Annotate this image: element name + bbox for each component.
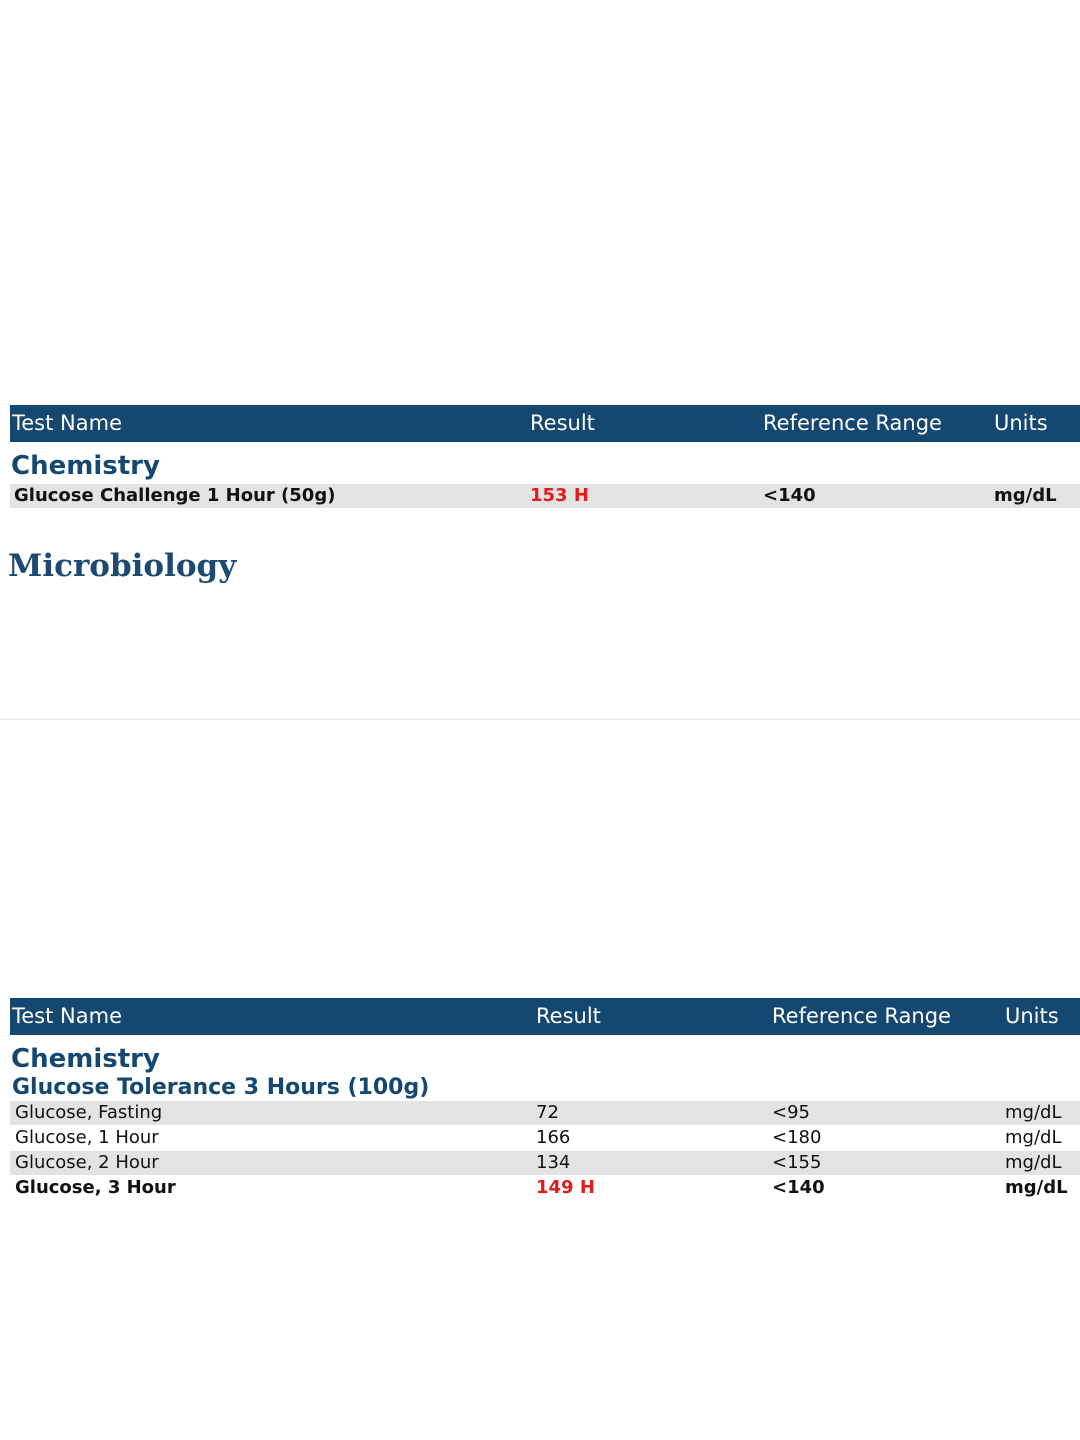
header-reference-range: Reference Range bbox=[772, 1004, 951, 1028]
reference-range: <155 bbox=[772, 1152, 822, 1173]
section-title: Chemistry bbox=[11, 1044, 160, 1074]
units: mg/dL bbox=[1005, 1152, 1062, 1173]
microbiology-heading: Microbiology bbox=[8, 548, 237, 584]
table-row bbox=[10, 1126, 1080, 1150]
table-header bbox=[10, 405, 1080, 442]
header-units: Units bbox=[1005, 1004, 1059, 1028]
page-divider bbox=[0, 718, 1080, 720]
table-row bbox=[10, 1176, 1080, 1200]
units: mg/dL bbox=[994, 485, 1057, 506]
units: mg/dL bbox=[1005, 1177, 1068, 1198]
result-value: 166 bbox=[536, 1127, 571, 1148]
panel-title: Glucose Tolerance 3 Hours (100g) bbox=[12, 1075, 430, 1100]
test-name: Glucose, Fasting bbox=[15, 1102, 163, 1123]
test-name: Glucose, 1 Hour bbox=[15, 1127, 159, 1148]
units: mg/dL bbox=[1005, 1127, 1062, 1148]
chemistry-report-2 bbox=[10, 998, 1080, 1198]
result-value: 134 bbox=[536, 1152, 571, 1173]
header-units: Units bbox=[994, 411, 1048, 435]
units: mg/dL bbox=[1005, 1102, 1062, 1123]
result-value: 149 H bbox=[536, 1177, 595, 1198]
table-row bbox=[10, 1101, 1080, 1125]
chemistry-report-1 bbox=[10, 405, 1080, 506]
section-title: Chemistry bbox=[11, 451, 160, 481]
test-name: Glucose, 3 Hour bbox=[15, 1177, 176, 1198]
result-value: 72 bbox=[536, 1102, 559, 1123]
reference-range: <140 bbox=[772, 1177, 825, 1198]
header-test-name: Test Name bbox=[12, 1004, 122, 1028]
header-result: Result bbox=[530, 411, 595, 435]
test-name: Glucose, 2 Hour bbox=[15, 1152, 159, 1173]
header-test-name: Test Name bbox=[12, 411, 122, 435]
table-row bbox=[10, 484, 1080, 508]
table-header bbox=[10, 998, 1080, 1035]
header-result: Result bbox=[536, 1004, 601, 1028]
test-name: Glucose Challenge 1 Hour (50g) bbox=[14, 485, 336, 506]
result-value: 153 H bbox=[530, 485, 589, 506]
reference-range: <95 bbox=[772, 1102, 810, 1123]
table-row bbox=[10, 1151, 1080, 1175]
reference-range: <180 bbox=[772, 1127, 822, 1148]
reference-range: <140 bbox=[763, 485, 816, 506]
header-reference-range: Reference Range bbox=[763, 411, 942, 435]
